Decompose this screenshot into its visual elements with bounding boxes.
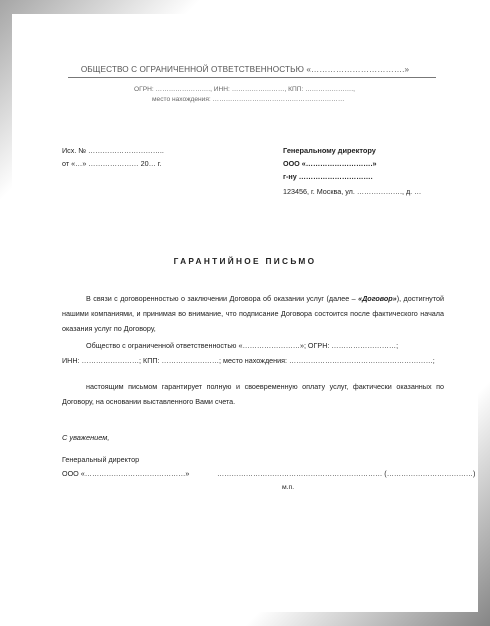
document-title: ГАРАНТИЙНОЕ ПИСЬМО: [173, 256, 317, 266]
paragraph-2-line-2: ИНН: ……………………; КПП: ……………………; место нахождения: ……………………………………………………;: [62, 356, 435, 365]
outgoing-number: Исх. № …………………………..: [62, 146, 164, 155]
signature-line: …………………………………………………………… (………………………………): [217, 469, 476, 478]
addressee-org: ООО «……………………….»: [283, 159, 377, 168]
paragraph-1-end: ), достигнутой нашими компаниями, и принимая во внимание, что подписание Договора состоится после фактического начала оказания услуг по Договору,: [62, 294, 445, 333]
company-requisites: ОГРН: ……………………., ИНН: ……………………, КПП: ………………….,: [134, 86, 355, 93]
addressee-address: 123456, г. Москва, ул. ………………., д. …: [283, 187, 422, 196]
outgoing-date: от «…» ………………… 20… г.: [62, 159, 162, 168]
signatory-position: Генеральный директор: [62, 455, 140, 464]
body-paragraph-3: настоящим письмом гарантирует полную и своевременную оплату услуг, фактически оказанных по Договору, на основании выставленного Вами счета.: [62, 382, 444, 406]
company-location: место нахождения: ……………………………………………………: [152, 96, 345, 103]
document-page: [12, 14, 478, 612]
body-paragraph-1: [62, 291, 444, 336]
contract-term: «Договор»: [358, 294, 397, 303]
signatory-org: ООО «……………………………………»: [62, 469, 190, 478]
body-paragraph-2: [62, 338, 444, 368]
addressee-position: Генеральному директору: [283, 146, 376, 155]
closing-respect: С уважением,: [62, 433, 110, 442]
stamp-place: м.п.: [282, 484, 295, 491]
header-divider: [68, 77, 436, 78]
paragraph-2-line-1: Общество с ограниченной ответственностью «……………………»; ОГРН: ………………………;: [86, 341, 399, 350]
paragraph-1-start: В связи с договоренностью о заключении Договора об оказании услуг (далее –: [86, 294, 359, 303]
company-name-header: ОБЩЕСТВО С ОГРАНИЧЕННОЙ ОТВЕТСТВЕННОСТЬЮ «…………………………….»: [80, 65, 410, 74]
addressee-name: г-ну ………………………….: [283, 172, 373, 181]
